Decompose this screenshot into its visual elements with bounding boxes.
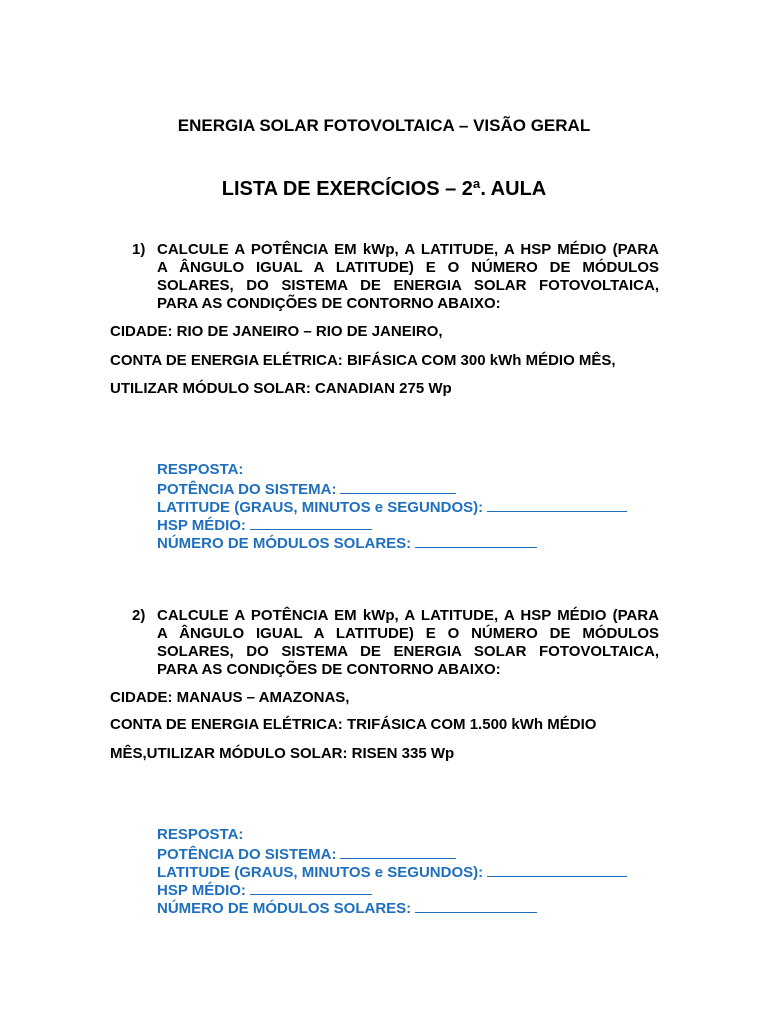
question-1-city: CIDADE: RIO DE JANEIRO – RIO DE JANEIRO, [110,323,443,340]
answer-1-latitude-row [157,497,627,515]
question-2-text [157,607,659,679]
answer-1-modules-row [157,533,627,551]
question-2-answer-block [157,826,627,916]
answer-2-hsp-blank[interactable] [250,880,372,895]
answer-2-power-blank[interactable] [340,844,456,859]
answer-1-power-row [157,479,627,497]
question-2-line-1: CALCULE A POTÊNCIA EM kWp, A LATITUDE, A HSP MÉDIO (PARA [157,607,659,624]
question-2-line-3: SOLARES, DO SISTEMA DE ENERGIA SOLAR FOTOVOLTAICA, [157,643,659,660]
answer-2-latitude-blank[interactable] [487,862,627,877]
answer-1-latitude-label: LATITUDE (GRAUS, MINUTOS e SEGUNDOS): [157,499,484,516]
answer-2-hsp-label: HSP MÉDIO: [157,882,246,899]
answer-1-power-blank[interactable] [340,479,456,494]
answer-1-latitude-blank[interactable] [487,497,627,512]
question-1-energy-bill: CONTA DE ENERGIA ELÉTRICA: BIFÁSICA COM 300 kWh MÉDIO MÊS, [110,352,616,369]
answer-2-latitude-label: LATITUDE (GRAUS, MINUTOS e SEGUNDOS): [157,864,484,881]
question-1-answer-block [157,461,627,551]
answer-2-latitude-row [157,862,627,880]
answer-2-modules-blank[interactable] [415,898,537,913]
question-2-city: CIDADE: MANAUS – AMAZONAS, [110,689,350,706]
question-1-line-1: CALCULE A POTÊNCIA EM kWp, A LATITUDE, A HSP MÉDIO (PARA [157,241,659,258]
question-2-energy-bill: CONTA DE ENERGIA ELÉTRICA: TRIFÁSICA COM 1.500 kWh MÉDIO [110,716,597,733]
answer-2-modules-label: NÚMERO DE MÓDULOS SOLARES: [157,900,412,917]
question-2-line-2: A ÂNGULO IGUAL A LATITUDE) E O NÚMERO DE MÓDULOS [157,625,659,642]
answer-1-power-label: POTÊNCIA DO SISTEMA: [157,481,337,498]
question-1-number: 1) [132,241,146,258]
answer-2-heading: RESPOSTA: [157,826,244,843]
answer-1-heading: RESPOSTA: [157,461,244,478]
answer-2-hsp-row [157,880,627,898]
answer-2-power-row [157,844,627,862]
answer-1-hsp-row [157,515,627,533]
answer-2-power-label: POTÊNCIA DO SISTEMA: [157,846,337,863]
question-2-number: 2) [132,607,146,624]
question-1-module: UTILIZAR MÓDULO SOLAR: CANADIAN 275 Wp [110,380,452,397]
answer-1-hsp-blank[interactable] [250,515,372,530]
question-2-module: MÊS,UTILIZAR MÓDULO SOLAR: RISEN 335 Wp [110,745,455,762]
question-1-line-2: A ÂNGULO IGUAL A LATITUDE) E O NÚMERO DE MÓDULOS [157,259,659,276]
document-subtitle: LISTA DE EXERCÍCIOS – 2ª. AULA [221,178,547,200]
question-1-line-3: SOLARES, DO SISTEMA DE ENERGIA SOLAR FOTOVOLTAICA, [157,277,659,294]
answer-1-modules-label: NÚMERO DE MÓDULOS SOLARES: [157,535,412,552]
question-1-line-4: PARA AS CONDIÇÕES DE CONTORNO ABAIXO: [157,295,501,312]
answer-1-modules-blank[interactable] [415,533,537,548]
document-title: ENERGIA SOLAR FOTOVOLTAICA – VISÃO GERAL [177,116,591,135]
answer-1-hsp-label: HSP MÉDIO: [157,517,246,534]
question-1-text [157,241,659,313]
answer-2-modules-row [157,898,627,916]
question-2-line-4: PARA AS CONDIÇÕES DE CONTORNO ABAIXO: [157,661,501,678]
